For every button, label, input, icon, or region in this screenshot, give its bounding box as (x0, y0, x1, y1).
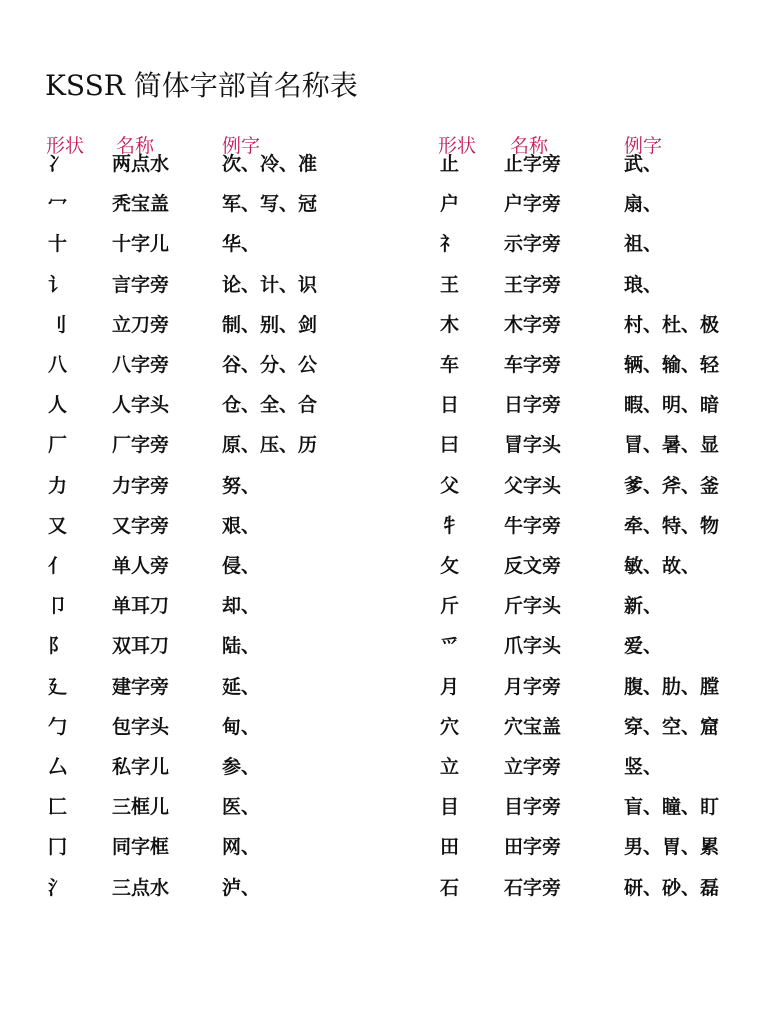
table-row (438, 506, 768, 546)
radical-name: 示字旁 (504, 233, 562, 256)
radical-shape: 冖 (48, 193, 68, 216)
radical-name: 八字旁 (112, 354, 170, 376)
radical-shape: 卩 (48, 595, 68, 618)
header-name: 名称 (510, 135, 549, 157)
radical-name: 木字旁 (504, 313, 562, 336)
radical-name: 双耳刀 (112, 635, 170, 658)
radical-name: 牛字旁 (504, 514, 562, 537)
table-row (46, 425, 406, 465)
header-example: 例字 (222, 135, 261, 157)
table-row (438, 466, 768, 506)
radical-example: 武、 (624, 153, 663, 175)
radical-shape: 廴 (48, 675, 68, 698)
table-row (438, 546, 768, 586)
radical-shape: 冂 (48, 836, 68, 859)
radical-example: 爹、斧、釜 (624, 474, 720, 497)
radical-example: 腹、肋、膛 (624, 675, 720, 698)
radical-shape: 八 (48, 354, 68, 376)
table-row (46, 345, 406, 385)
radical-name: 王字旁 (504, 273, 562, 296)
radical-name: 斤字头 (504, 595, 562, 618)
radical-example: 辆、输、轻 (624, 354, 720, 376)
radical-example: 华、 (222, 233, 261, 256)
radical-name: 反文旁 (504, 555, 562, 577)
radical-shape: 匚 (48, 796, 68, 819)
table-row (438, 827, 768, 867)
radical-shape: 阝 (48, 635, 68, 658)
table-row (46, 626, 406, 666)
radical-shape: 穴 (440, 715, 460, 738)
radical-shape: 爫 (440, 635, 460, 658)
radical-name: 建字旁 (112, 675, 170, 698)
radical-shape: 礻 (440, 233, 460, 256)
table-row (46, 224, 406, 264)
table-row (438, 345, 768, 385)
radical-name: 日字旁 (504, 394, 562, 417)
radical-example: 延、 (222, 675, 261, 698)
radical-example: 盲、瞳、盯 (624, 796, 720, 819)
table-row (46, 747, 406, 787)
header-shape: 形状 (438, 135, 477, 157)
radical-example: 原、压、历 (222, 434, 318, 457)
radical-name: 十字儿 (112, 233, 170, 256)
page-title: KSSR 简体字部首名称表 (45, 69, 358, 102)
radical-example: 次、冷、准 (222, 153, 318, 175)
radical-name: 目字旁 (504, 796, 562, 819)
radical-example: 祖、 (624, 233, 663, 256)
radical-name: 厂字旁 (112, 434, 170, 457)
table-row (46, 305, 406, 345)
radical-example: 努、 (222, 474, 261, 497)
radical-name: 立字旁 (504, 756, 562, 778)
radical-shape: 攵 (440, 555, 460, 577)
radical-example: 甸、 (222, 715, 261, 738)
table-row (438, 707, 768, 747)
table-row (46, 184, 406, 224)
table-row (46, 546, 406, 586)
table-row (438, 868, 768, 908)
radical-name: 月字旁 (504, 675, 562, 698)
table-row (46, 144, 406, 184)
radical-name: 爪字头 (504, 635, 562, 658)
radical-shape: 斤 (440, 595, 460, 618)
radical-shape: 氵 (48, 876, 68, 899)
radical-name: 三点水 (112, 876, 170, 899)
radical-name: 立刀旁 (112, 313, 170, 336)
radical-name: 石字旁 (504, 876, 562, 899)
radical-name: 止字旁 (504, 153, 562, 175)
radical-shape: 厶 (48, 756, 68, 778)
table-row (438, 184, 768, 224)
table-row (46, 385, 406, 425)
table-row (438, 144, 768, 184)
radical-shape: 力 (48, 474, 68, 497)
table-row (46, 265, 406, 305)
table-row (438, 626, 768, 666)
radical-example: 论、计、识 (222, 273, 318, 296)
radical-name: 言字旁 (112, 273, 170, 296)
header-example: 例字 (624, 135, 663, 157)
table-row (46, 868, 406, 908)
table-row (438, 586, 768, 626)
radical-shape: 目 (440, 796, 460, 819)
radical-example: 敏、故、 (624, 555, 701, 577)
radical-example: 研、砂、磊 (624, 876, 720, 899)
radical-name: 户字旁 (504, 193, 562, 216)
radical-shape: 木 (440, 313, 460, 336)
radical-shape: 亻 (48, 555, 68, 577)
radical-name: 秃宝盖 (112, 193, 170, 216)
radical-name: 力字旁 (112, 474, 170, 497)
radical-shape: 车 (440, 354, 460, 376)
table-row (438, 667, 768, 707)
radical-example: 冒、暑、显 (624, 434, 720, 457)
radical-example: 军、写、冠 (222, 193, 318, 216)
radical-shape: 十 (48, 233, 68, 256)
radical-shape: 日 (440, 394, 460, 417)
radical-example: 泸、 (222, 876, 261, 899)
radical-shape: 石 (440, 876, 460, 899)
radical-shape: 田 (440, 836, 460, 859)
table-row (438, 747, 768, 787)
table-row (438, 787, 768, 827)
radical-example: 艰、 (222, 514, 261, 537)
radical-name: 两点水 (112, 153, 170, 175)
radical-shape: 曰 (440, 434, 460, 457)
table-row (46, 827, 406, 867)
table-row (46, 707, 406, 747)
radical-shape: 牜 (440, 514, 460, 537)
radical-example: 扇、 (624, 193, 663, 216)
radical-example: 网、 (222, 836, 261, 859)
table-row (438, 385, 768, 425)
radical-name: 同字框 (112, 836, 170, 859)
radical-shape: 冫 (48, 153, 68, 175)
radical-shape: 人 (48, 394, 68, 417)
table-row (46, 586, 406, 626)
radical-example: 侵、 (222, 555, 261, 577)
table-row (46, 787, 406, 827)
radical-example: 暇、明、暗 (624, 394, 720, 417)
radical-example: 穿、空、窟 (624, 715, 720, 738)
radical-name: 父字头 (504, 474, 562, 497)
radical-example: 村、杜、极 (624, 313, 720, 336)
radical-name: 人字头 (112, 394, 170, 417)
radical-example: 谷、分、公 (222, 354, 318, 376)
radical-shape: 刂 (48, 313, 68, 336)
table-row (438, 224, 768, 264)
radical-shape: 厂 (48, 434, 68, 457)
radical-name: 田字旁 (504, 836, 562, 859)
radical-name: 单耳刀 (112, 595, 170, 618)
table-row (46, 466, 406, 506)
radical-shape: 讠 (48, 273, 68, 296)
radical-name: 又字旁 (112, 514, 170, 537)
radical-example: 琅、 (624, 273, 663, 296)
radical-shape: 户 (440, 193, 460, 216)
radical-name: 车字旁 (504, 354, 562, 376)
radical-example: 医、 (222, 796, 261, 819)
radical-shape: 父 (440, 474, 460, 497)
radical-name: 包字头 (112, 715, 170, 738)
radical-name: 私字儿 (112, 756, 170, 778)
radical-shape: 立 (440, 756, 460, 778)
radical-example: 制、别、剑 (222, 313, 318, 336)
radical-example: 男、胃、累 (624, 836, 720, 859)
header-name: 名称 (116, 135, 155, 157)
radical-shape: 止 (440, 153, 460, 175)
radical-name: 三框儿 (112, 796, 170, 819)
radical-example: 参、 (222, 756, 261, 778)
table-row (46, 667, 406, 707)
radical-shape: 勹 (48, 715, 68, 738)
table-row (438, 265, 768, 305)
radical-name: 单人旁 (112, 555, 170, 577)
radical-name: 穴宝盖 (504, 715, 562, 738)
radical-example: 陆、 (222, 635, 261, 658)
radical-shape: 王 (440, 273, 460, 296)
table-row (438, 425, 768, 465)
radical-name: 冒字头 (504, 434, 562, 457)
radical-shape: 又 (48, 514, 68, 537)
header-shape: 形状 (46, 135, 85, 157)
radical-example: 新、 (624, 595, 663, 618)
radical-example: 牵、特、物 (624, 514, 720, 537)
radical-example: 却、 (222, 595, 261, 618)
radical-example: 竖、 (624, 756, 663, 778)
radical-example: 爱、 (624, 635, 663, 658)
radical-shape: 月 (440, 675, 460, 698)
table-row (438, 305, 768, 345)
table-row (46, 506, 406, 546)
radical-example: 仓、全、合 (222, 394, 318, 417)
